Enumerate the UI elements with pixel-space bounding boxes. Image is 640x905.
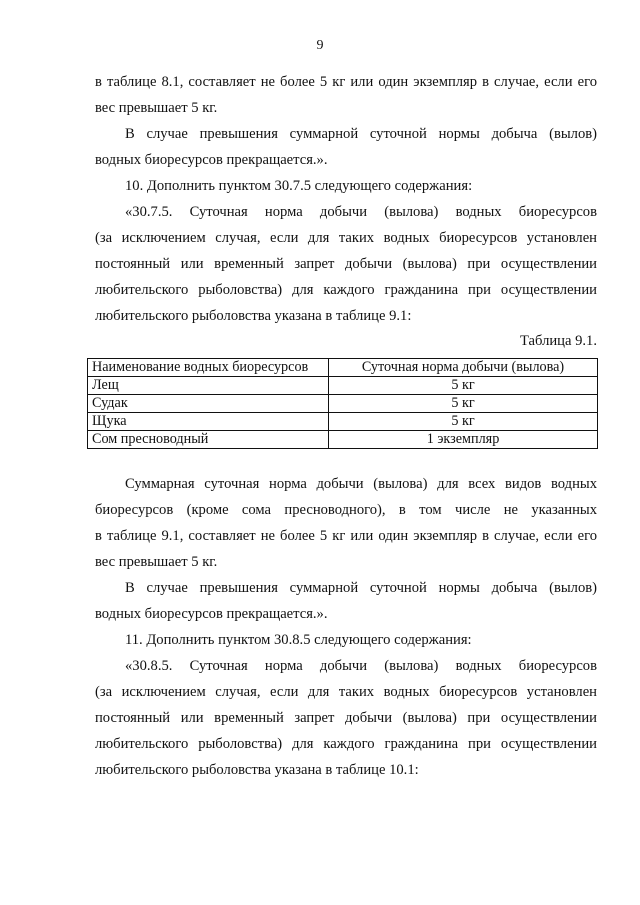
table-cell: Сом пресноводный <box>88 431 329 449</box>
table-cell: 5 кг <box>329 413 598 431</box>
page-number: 9 <box>316 38 324 53</box>
para5-line2: биоресурсов (кроме сома пресноводного), в том числе не указанных <box>95 502 597 518</box>
table-header-cell: Суточная норма добычи (вылова) <box>329 359 598 377</box>
para4-line2: (за исключением случая, если для таких водных биоресурсов установлен <box>95 230 597 246</box>
table-row <box>88 431 598 449</box>
table-cell: Судак <box>88 395 329 413</box>
para5-line4: вес превышает 5 кг. <box>95 554 218 570</box>
para4-line3: постоянный или временный запрет добычи (вылова) при осуществлении <box>95 256 597 272</box>
para1-line1: в таблице 8.1, составляет не более 5 кг или один экземпляр в случае, если его <box>95 74 597 90</box>
para5-line3: в таблице 9.1, составляет не более 5 кг или один экземпляр в случае, если его <box>95 528 597 544</box>
table-cell: Щука <box>88 413 329 431</box>
para8-line3: постоянный или временный запрет добычи (вылова) при осуществлении <box>95 710 597 726</box>
table-row <box>88 413 598 431</box>
table-row <box>88 395 598 413</box>
para4-line1: «30.7.5. Суточная норма добычи (вылова) водных биоресурсов <box>125 204 597 220</box>
table-row <box>88 377 598 395</box>
para5-line1: Суммарная суточная норма добычи (вылова) для всех видов водных <box>125 476 597 492</box>
para8-line1: «30.8.5. Суточная норма добычи (вылова) водных биоресурсов <box>125 658 597 674</box>
para6-line1: В случае превышения суммарной суточной нормы добыча (вылов) <box>125 580 597 596</box>
table-cell: 5 кг <box>329 377 598 395</box>
para2-line2: водных биоресурсов прекращается.». <box>95 152 328 168</box>
para2-line1: В случае превышения суммарной суточной нормы добыча (вылов) <box>125 126 597 142</box>
para8-line2: (за исключением случая, если для таких водных биоресурсов установлен <box>95 684 597 700</box>
para6-line2: водных биоресурсов прекращается.». <box>95 606 328 622</box>
para8-line5: любительского рыболовства указана в таблице 10.1: <box>95 762 419 778</box>
para4-line4: любительского рыболовства) для каждого гражданина при осуществлении <box>95 282 597 298</box>
para3-line1: 10. Дополнить пунктом 30.7.5 следующего содержания: <box>125 178 473 194</box>
norms-table <box>87 358 598 449</box>
table-caption: Таблица 9.1. <box>519 333 597 349</box>
table-cell: Лещ <box>88 377 329 395</box>
para1-line2: вес превышает 5 кг. <box>95 100 218 116</box>
para8-line4: любительского рыболовства) для каждого гражданина при осуществлении <box>95 736 597 752</box>
table-header-cell: Наименование водных биоресурсов <box>88 359 329 377</box>
table-cell: 5 кг <box>329 395 598 413</box>
table-header-row <box>88 359 598 377</box>
para7-line1: 11. Дополнить пунктом 30.8.5 следующего содержания: <box>125 632 472 648</box>
table-cell: 1 экземпляр <box>329 431 598 449</box>
para4-line5: любительского рыболовства указана в таблице 9.1: <box>95 308 412 324</box>
